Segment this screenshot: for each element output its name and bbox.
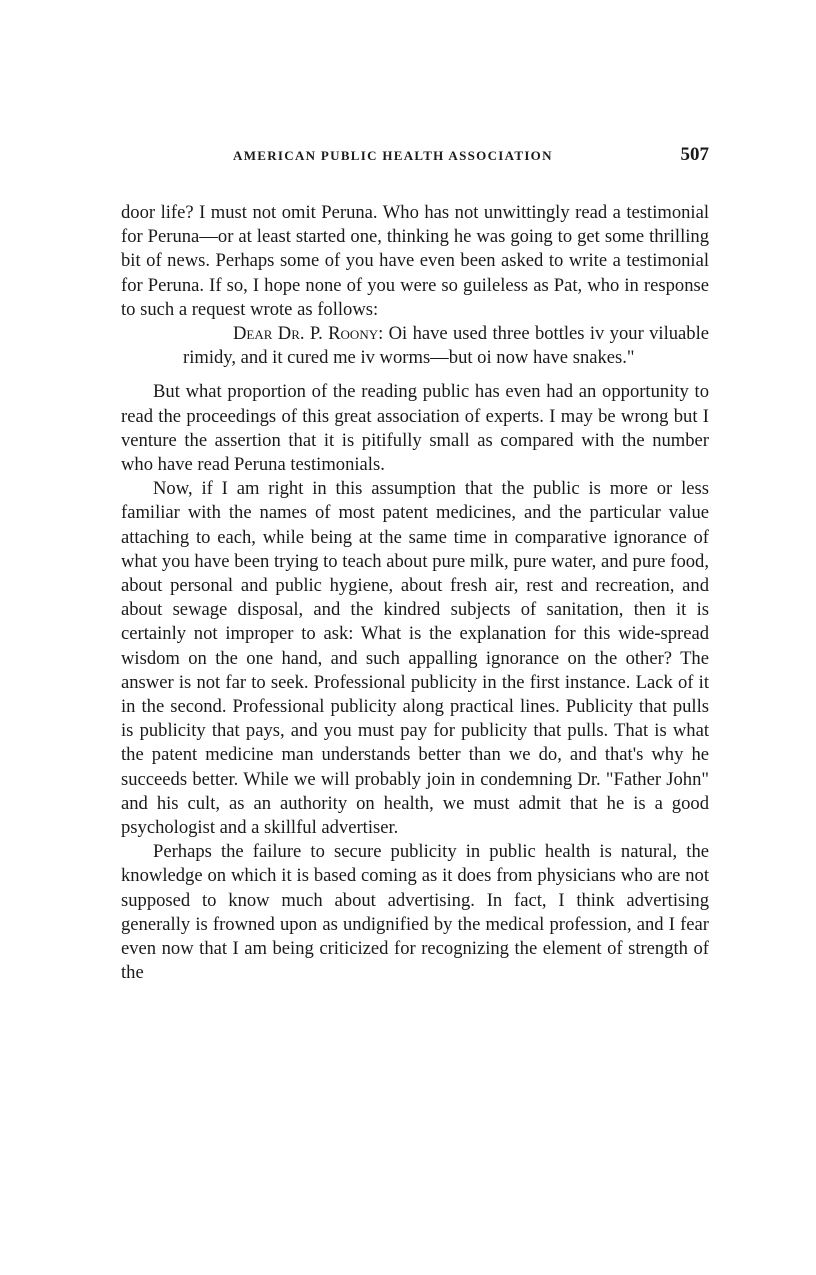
quoted-letter: [183, 322, 709, 370]
paragraph-continued: door life? I must not omit Peruna. Who has not unwittingly read a testimonial for Peruna—or at least started one, thinking he was going to get some thrilling bit of news. Perhaps some of you have even been asked to write a testimonial for Peruna. If so, I hope none of you were so guileless as Pat, who in response to such a request wrote as follows:: [121, 202, 709, 320]
paragraph: Perhaps the failure to secure publicity in public health is natural, the knowledge on which it is based coming as it does from physicians who are not supposed to know much about advertising. In fact, I think advertising generally is frowned upon as undignified by the medical profession, and I fear even now that I am being criticized for recognizing the element of strength of the: [121, 841, 709, 984]
letter-salutation: Dear Dr. P. Roony:: [233, 323, 384, 345]
page-number: 507: [680, 144, 709, 165]
paragraph: But what proportion of the reading public has even had an opportunity to read the proceedings of this great association of experts. I may be wrong but I venture the assertion that it is pitifully small as compared with the number who have read Peruna testimonials.: [121, 381, 709, 476]
paragraph: Now, if I am right in this assumption that the public is more or less familiar with the names of most patent medicines, and the particular value attaching to each, while being at the same time in comparative ignorance of what you have been trying to teach about pure milk, pure water, and pure food, about personal and public hygiene, about fresh air, rest and recreation, and about sewage disposal, and the kindred subjects of sanitation, then it is certainly not improper to ask: What is the explanation for this wide-spread wisdom on the one hand, and such appalling ignorance on the other? The answer is not far to seek. Professional publicity in the first instance. Lack of it in the second. Professional publicity along practical lines. Publicity that pulls is publicity that pays, and you must pay for publicity that pulls. That is what the patent medicine man understands better than we do, and that's why he succeeds better. While we will probably join in condemning Dr. "Father John" and his cult, as an authority on health, we must admit that he is a good psychologist and a skillful advertiser.: [121, 478, 709, 839]
body-text: [121, 201, 709, 986]
letter-body: Oi have used three bottles iv your viluable rimidy, and it cured me iv worms—but oi now have snakes.": [183, 323, 710, 369]
running-header: [121, 144, 709, 168]
running-title: AMERICAN PUBLIC HEALTH ASSOCIATION: [233, 148, 553, 163]
